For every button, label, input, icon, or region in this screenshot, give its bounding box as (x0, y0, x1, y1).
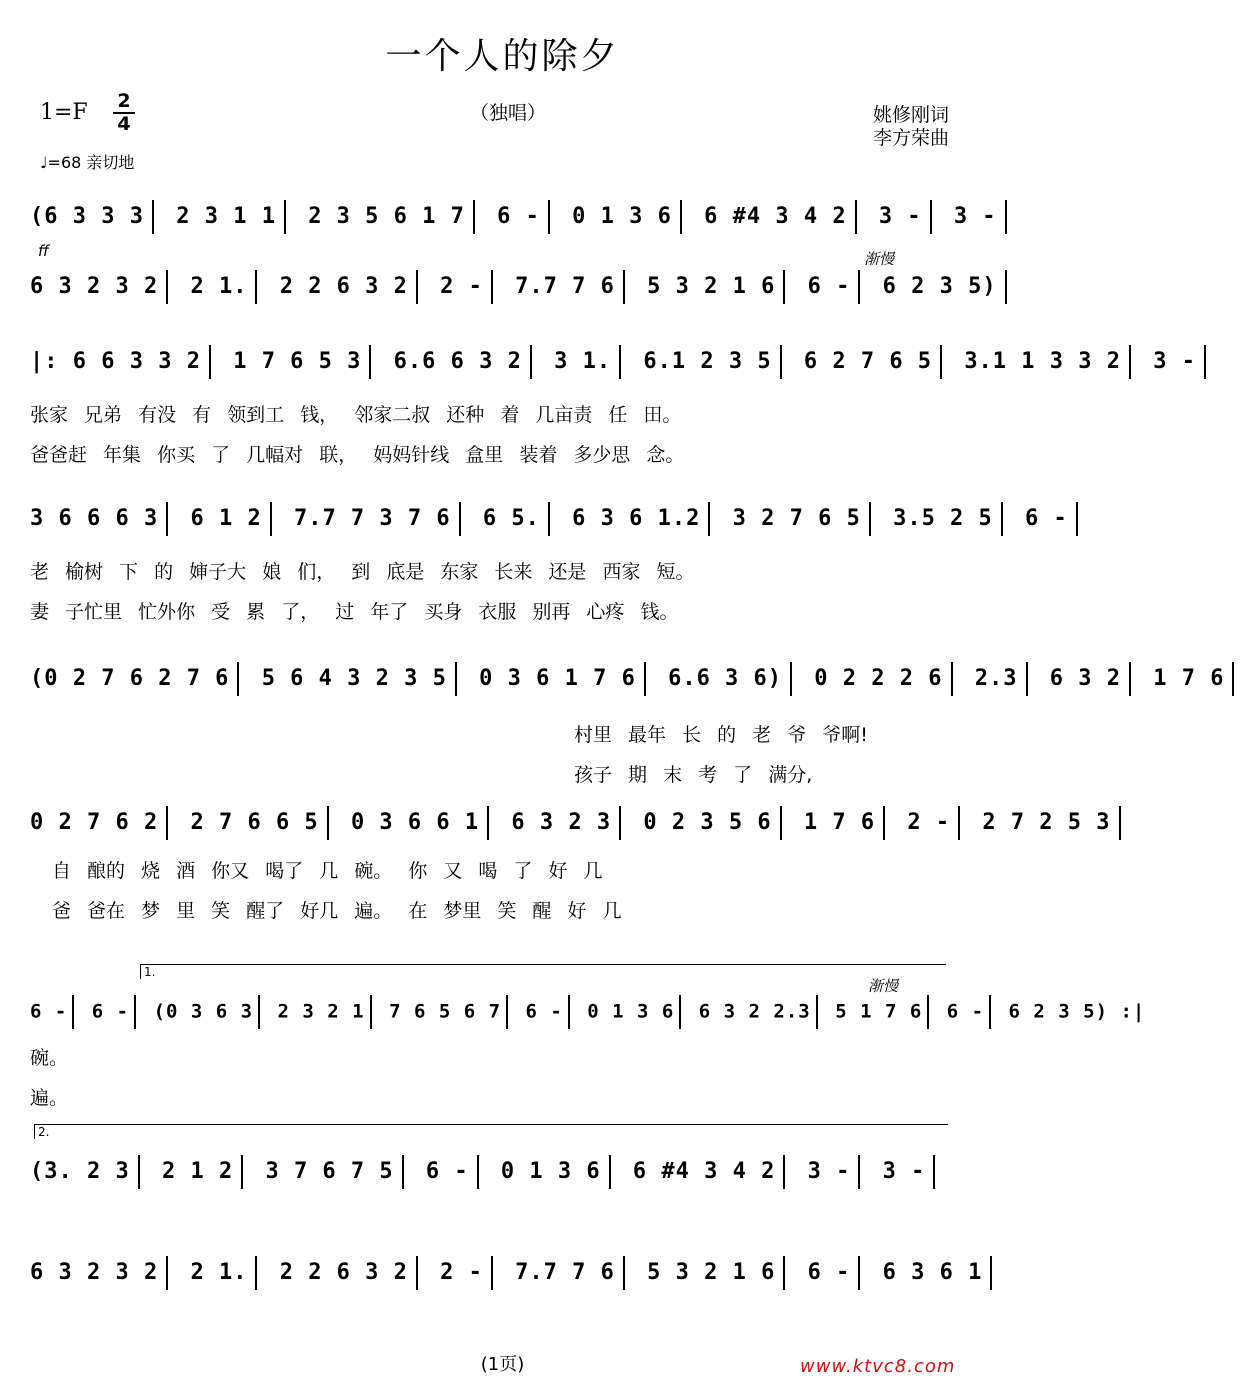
measure: 6 3 2 3 2 (30, 274, 159, 299)
measure: 2 1 2 (161, 1159, 234, 1184)
measure: 6 3 2 3 2 (30, 1260, 159, 1285)
measure: 6 - (497, 204, 540, 229)
measure: 2 - (907, 810, 951, 835)
measure: 3 - (882, 1159, 926, 1184)
measure: 0 2 3 5 6 (643, 810, 772, 835)
measure: 2 2 6 3 2 (279, 274, 408, 299)
measure: 2 1. (190, 1260, 248, 1285)
lyrics-row-6-verse-1: 自 酿的 烧 酒 你又 喝了 几 碗。 你 又 喝 了 好 几 (52, 860, 603, 882)
measure: 6 3 2 (1049, 666, 1121, 691)
site-watermark: www.ktvc8.com (800, 1356, 956, 1377)
measure: 0 2 2 2 6 (814, 666, 943, 691)
lyrics-row-4-verse-1: 老 榆树 下 的 婶子大 娘 们， 到 底是 东家 长来 还是 西家 短。 (30, 561, 695, 583)
measure: 5 6 4 3 2 3 5 (261, 666, 447, 691)
measure: 2 1. (190, 274, 248, 299)
measure: 6 - (807, 274, 851, 299)
measure: 6 3 2 2.3 (698, 1000, 811, 1023)
measure: 3 1. (554, 349, 612, 374)
lyrics-row-7-verse-2: 遍。 (30, 1087, 69, 1109)
measure: 2 3 5 6 1 7 (308, 204, 465, 229)
dynamic-marking: ff (38, 242, 49, 260)
measure: 2 2 6 3 2 (279, 1260, 408, 1285)
notation-row-1 (30, 200, 997, 234)
measure: 6 1 2 (190, 506, 262, 531)
measure: 0 1 3 6 (587, 1000, 675, 1023)
measure: 3.5 2 5 (893, 506, 993, 531)
measure: 6 - (807, 1260, 851, 1285)
measure: 6 2 7 6 5 (803, 349, 933, 374)
lyrics-row-7-verse-1: 碗。 (30, 1047, 69, 1069)
measure: 1 7 6 5 3 (233, 349, 362, 374)
lyrics-row-4-verse-2: 妻 子忙里 忙外你 受 累 了， 过 年了 买身 衣服 别再 心疼 钱。 (30, 601, 679, 623)
measure: 0 1 3 6 (572, 204, 672, 229)
ritardando-marking-2: 渐慢 (868, 977, 899, 995)
measure: 0 2 7 6 2 (30, 810, 159, 835)
lyrics-row-5-verse-1: 村里 最年 长 的 老 爷 爷啊! (574, 724, 868, 746)
measure: 5 1 7 6 (835, 1000, 923, 1023)
lyrics-row-5-verse-2: 孩子 期 末 考 了 满分, (574, 764, 813, 786)
measure: 5 3 2 1 6 (647, 274, 776, 299)
measure: 1 7 6 (803, 810, 876, 835)
measure: 3 - (807, 1159, 851, 1184)
measure: 6 3 6 1.2 (572, 506, 701, 531)
measure: 2 - (440, 274, 483, 299)
measure: (3. 2 3 (30, 1159, 130, 1184)
measure: 7.7 7 6 (515, 1260, 615, 1285)
measure: 6 - (425, 1159, 469, 1184)
measure: 3 7 6 7 5 (265, 1159, 394, 1184)
measure: (0 2 7 6 2 7 6 (30, 666, 230, 691)
notation-row-3 (30, 345, 1197, 379)
time-sig-top: 2 (117, 90, 131, 112)
volta-2: 2. (34, 1124, 948, 1139)
measure: 0 3 6 6 1 (350, 810, 480, 835)
measure: 6 5. (482, 506, 540, 531)
measure: 6 - (91, 1000, 130, 1023)
measure: 7.7 7 6 (515, 274, 615, 299)
measure: 6.1 2 3 5 (643, 349, 772, 374)
measure: 6 #4 3 4 2 (632, 1159, 776, 1184)
lyrics-row-3-verse-1: 张家 兄弟 有没 有 领到工 钱， 邻家二叔 还种 着 几亩责 任 田。 (30, 404, 682, 426)
tempo-marking: ♩=68 亲切地 (40, 153, 135, 172)
measure: 3 6 6 6 3 (30, 506, 159, 531)
notation-row-8 (30, 1155, 960, 1189)
measure: 2 3 1 1 (176, 204, 276, 229)
time-signature (113, 92, 135, 134)
notation-row-5 (30, 662, 1225, 696)
measure: 6.6 3 6) (668, 666, 783, 691)
key-signature: 1=F (40, 100, 88, 125)
measure: 3 - (953, 204, 997, 229)
notation-row-9 (30, 1256, 983, 1290)
lyricist: 姚修刚词 (873, 104, 950, 126)
measure: 7 6 5 6 7 (389, 1000, 502, 1023)
measure: 6 - (30, 1000, 68, 1023)
measure: |: 6 6 3 3 2 (30, 349, 201, 374)
notation-row-6 (30, 806, 1111, 840)
measure: 3 - (878, 204, 922, 229)
measure: 5 3 2 1 6 (647, 1260, 776, 1285)
measure: 6 3 6 1 (882, 1260, 983, 1285)
measure: 3 2 7 6 5 (732, 506, 861, 531)
page-number: (1页) (480, 1354, 525, 1375)
measure: 3 - (1153, 349, 1197, 374)
notation-row-2 (30, 270, 997, 304)
measure: 6 - (525, 1000, 563, 1023)
measure: 2 7 2 5 3 (982, 810, 1111, 835)
measure: (6 3 3 3 (30, 204, 144, 229)
notation-row-4 (30, 502, 1068, 536)
page-title: 一个人的除夕 (385, 36, 620, 77)
measure: 2.3 (974, 666, 1018, 691)
measure: 2 - (440, 1260, 483, 1285)
volta-1: 1. (140, 964, 946, 979)
genre-label: （独唱） (470, 102, 547, 124)
measure: 2 7 6 6 5 (190, 810, 319, 835)
measure: 6 - (1025, 506, 1068, 531)
notation-row-7 (30, 995, 1146, 1029)
measure: 1 7 6 (1153, 666, 1225, 691)
measure: 6 - (946, 1000, 985, 1023)
composer: 李方荣曲 (873, 127, 950, 149)
measure: (0 3 6 3 (153, 1000, 254, 1023)
time-sig-bottom: 4 (117, 113, 131, 135)
measure: 6 2 3 5) :| (1008, 1000, 1146, 1023)
measure: 6 #4 3 4 2 (704, 204, 847, 229)
measure: 0 3 6 1 7 6 (479, 666, 636, 691)
lyrics-row-3-verse-2: 爸爸赶 年集 你买 了 几幅对 联， 妈妈针线 盒里 装着 多少思 念。 (30, 444, 685, 466)
measure: 6 2 3 5) (882, 274, 997, 299)
lyrics-row-6-verse-2: 爸 爸在 梦 里 笑 醒了 好几 遍。 在 梦里 笑 醒 好 几 (52, 900, 622, 922)
measure: 7.7 7 3 7 6 (293, 506, 451, 531)
measure: 6 3 2 3 (511, 810, 612, 835)
ritardando-marking: 渐慢 (864, 250, 895, 268)
measure: 2 3 2 1 (277, 1000, 365, 1023)
measure: 0 1 3 6 (500, 1159, 601, 1184)
measure: 6.6 6 3 2 (393, 349, 522, 374)
measure: 3.1 1 3 3 2 (964, 349, 1122, 374)
